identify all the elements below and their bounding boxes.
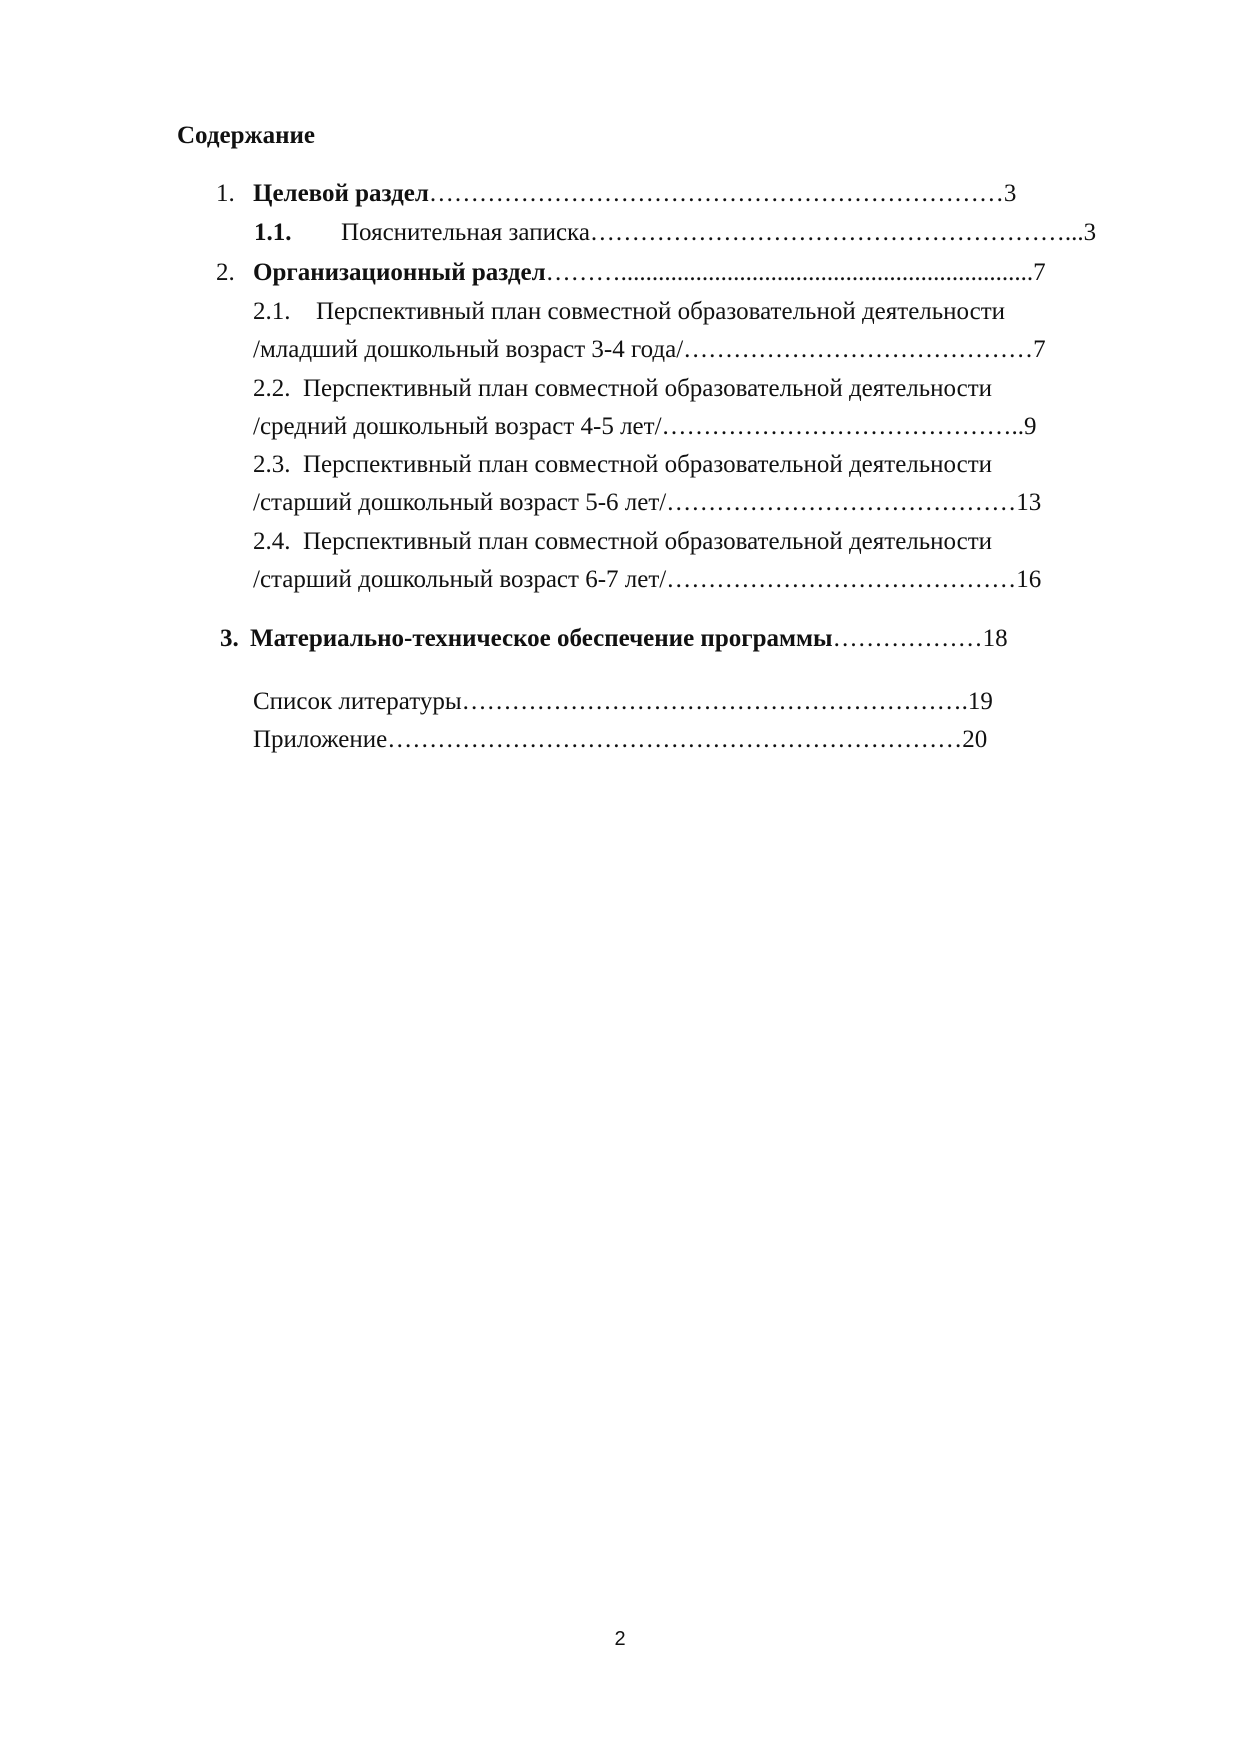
toc-entry-label-line2: /средний дошкольный возраст 4-5 лет/ [253, 413, 662, 440]
toc-leader-dots: …………………………………… [666, 489, 1017, 516]
toc-entry-2-4-cont[interactable] [253, 562, 1041, 598]
toc-leader-dots: …………………………………… [683, 336, 1034, 363]
toc-entry-3[interactable] [220, 621, 1008, 657]
toc-entry-number: 2.1. [253, 298, 291, 325]
toc-entry-label-line2: /старший дошкольный возраст 6-7 лет/ [253, 566, 667, 593]
toc-leader-dots: …………………………………….. [661, 413, 1025, 440]
toc-entry-number: 2.2. [253, 375, 291, 402]
toc-entry-2-1[interactable] [253, 294, 1005, 330]
toc-entry-label: Организационный раздел [253, 259, 546, 286]
toc-entry-appendix[interactable] [253, 722, 987, 758]
toc-entry-1[interactable] [216, 176, 1016, 212]
toc-leader-dots: …………………………………………………………… [387, 726, 963, 753]
toc-entry-label: Приложение [253, 726, 388, 753]
toc-entry-label-line1: Перспективный план совместной образовательной деятельности [303, 375, 993, 402]
toc-entry-2-1-cont[interactable] [253, 332, 1046, 368]
toc-page-number: 20 [962, 726, 988, 753]
toc-entry-2-3-cont[interactable] [253, 485, 1041, 521]
page-number: 2 [614, 1628, 626, 1650]
toc-entry-number: 1. [216, 180, 235, 207]
toc-page-number: 3 [1003, 180, 1017, 207]
toc-entry-number: 2. [216, 259, 235, 286]
toc-entry-label-line1: Перспективный план совместной образовательной деятельности [303, 528, 993, 555]
toc-entry-2-3[interactable] [253, 447, 992, 483]
toc-page-number: 9 [1024, 413, 1037, 440]
toc-leader-dots: ……………… [832, 625, 983, 652]
toc-entry-literature[interactable] [253, 684, 993, 720]
toc-leader-dots: ……….................................................................. [545, 259, 1034, 286]
toc-entry-number: 2.3. [253, 451, 291, 478]
toc-entry-2[interactable] [216, 255, 1046, 291]
toc-page-number: 13 [1016, 489, 1042, 516]
toc-page-number: 19 [967, 688, 993, 715]
toc-entry-label: Материально-техническое обеспечение программы [250, 625, 833, 652]
toc-entry-label: Пояснительная записка [341, 219, 590, 246]
toc-entry-1-1[interactable] [254, 215, 1096, 251]
toc-page-number: 16 [1016, 566, 1042, 593]
toc-entry-label-line2: /младший дошкольный возраст 3-4 года/ [253, 336, 684, 363]
toc-entry-2-4[interactable] [253, 524, 992, 560]
toc-page-number: 7 [1033, 259, 1046, 286]
toc-entry-number: 3. [220, 625, 239, 652]
toc-entry-number: 1.1. [254, 219, 292, 246]
toc-entry-label-line1: Перспективный план совместной образовательной деятельности [316, 298, 1006, 325]
toc-leader-dots: …………………………………………………... [589, 219, 1084, 246]
toc-page-number: 7 [1033, 336, 1046, 363]
toc-entry-number: 2.4. [253, 528, 291, 555]
toc-leader-dots: …………………………………………………………… [428, 180, 1004, 207]
toc-entry-2-2-cont[interactable] [253, 409, 1037, 445]
toc-leader-dots: ……………………………………………………. [461, 688, 968, 715]
toc-entry-label: Список литературы [253, 688, 462, 715]
toc-entry-label: Целевой раздел [253, 180, 429, 207]
toc-title: Содержание [177, 122, 316, 149]
toc-leader-dots: …………………………………… [666, 566, 1017, 593]
toc-page-number: 18 [982, 625, 1008, 652]
toc-page-number: 3 [1083, 219, 1097, 246]
toc-entry-2-2[interactable] [253, 371, 992, 407]
toc-entry-label-line2: /старший дошкольный возраст 5-6 лет/ [253, 489, 667, 516]
toc-entry-label-line1: Перспективный план совместной образовательной деятельности [303, 451, 993, 478]
